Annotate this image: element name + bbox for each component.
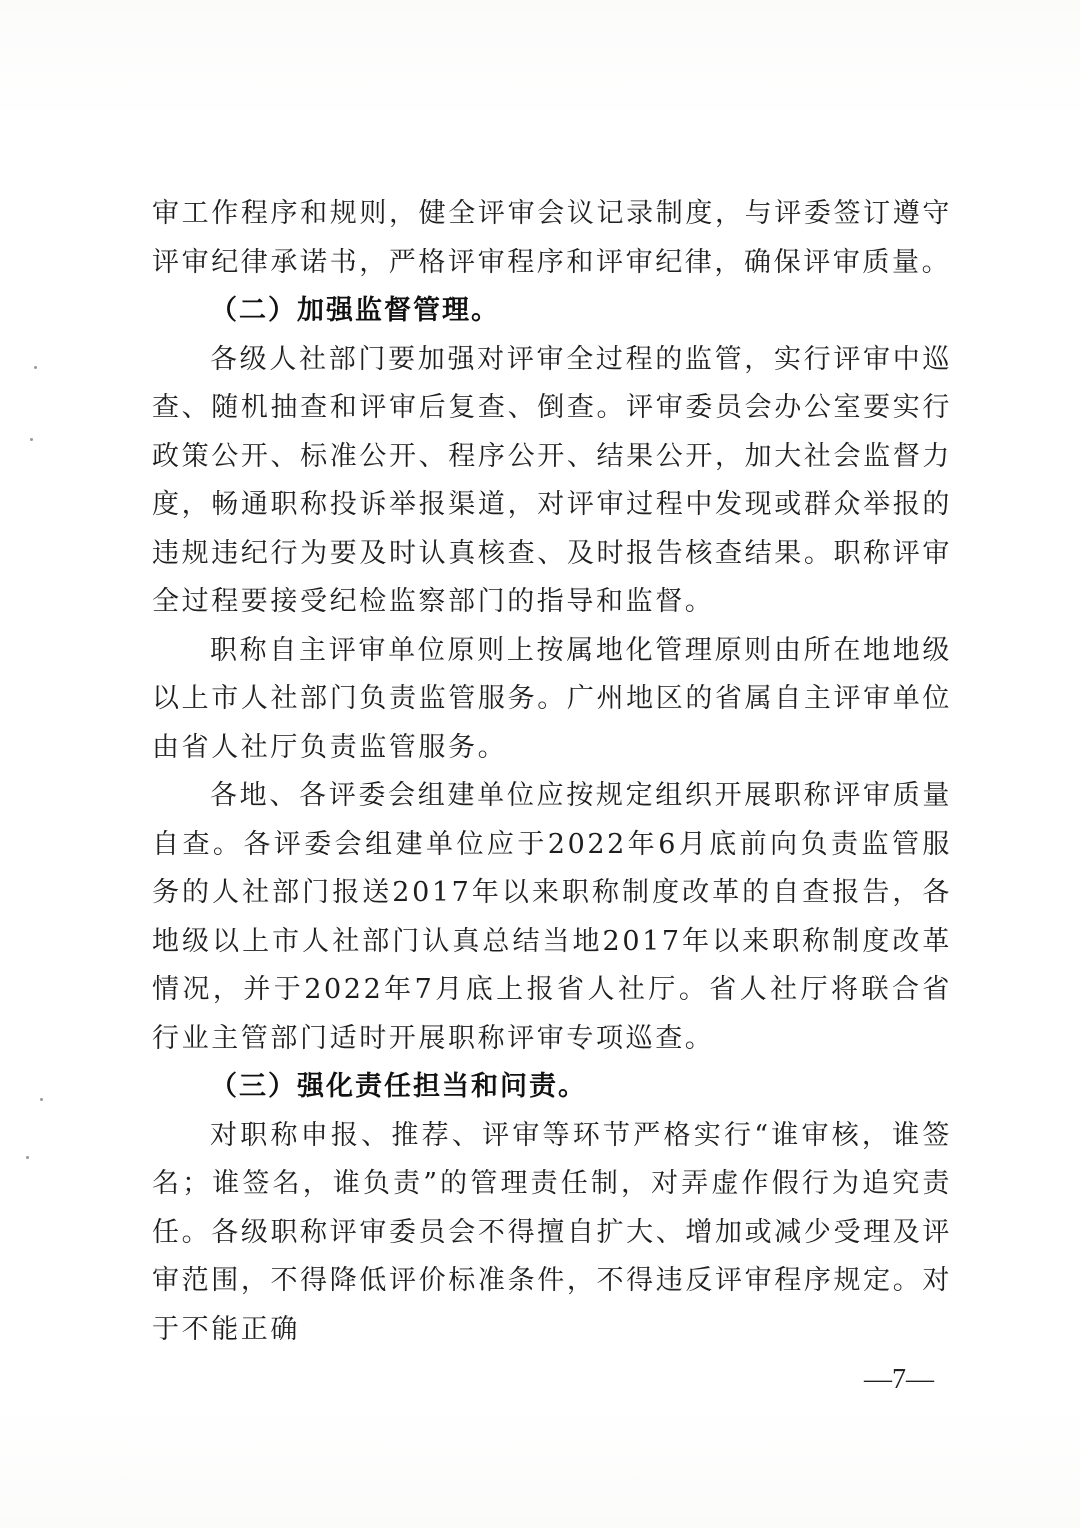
paragraph-quality-self-check: 各地、各评委会组建单位应按规定组织开展职称评审质量自查。各评委会组建单位应于2022年6月底前向负责监管服务的人社部门报送2017年以来职称制度改革的自查报告，各地级以上市人社部门认真总结当地2017年以来职称制度改革情况，并于2022年7月底上报省人社厅。省人社厅将联合省行业主管部门适时开展职称评审专项巡查。: [152, 780, 952, 1054]
paragraph-autonomous-review-units: 职称自主评审单位原则上按属地化管理原则由所在地地级以上市人社部门负责监管服务。广州地区的省属自主评审单位由省人社厅负责监管服务。: [152, 634, 952, 763]
paragraph-continued: 审工作程序和规则，健全评审会议记录制度，与评委签订遵守评审纪律承诺书，严格评审程序和评审纪律，确保评审质量。: [152, 198, 952, 278]
scan-speck: [34, 366, 37, 369]
scan-speck: [26, 1156, 29, 1159]
section-heading-2: （二）加强监督管理。: [210, 295, 500, 326]
scan-speck: [40, 1098, 43, 1101]
page-number: —7—: [864, 1364, 934, 1395]
paragraph-accountability: 对职称申报、推荐、评审等环节严格实行“谁审核，谁签名；谁签名，谁负责”的管理责任制，对弄虚作假行为追究责任。各级职称评审委员会不得擅自扩大、增加或减少受理及评审范围，不得降低评价标准条件，不得违反评审程序规定。对于不能正确: [152, 1119, 952, 1345]
scan-speck: [30, 438, 33, 441]
document-body: [152, 190, 952, 1354]
paragraph-supervision: 各级人社部门要加强对评审全过程的监管，实行评审中巡查、随机抽查和评审后复查、倒查。评审委员会办公室要实行政策公开、标准公开、程序公开、结果公开，加大社会监督力度，畅通职称投诉举报渠道，对评审过程中发现或群众举报的违规违纪行为要及时认真核查、及时报告核查结果。职称评审全过程要接受纪检监察部门的指导和监督。: [152, 343, 952, 617]
section-heading-3: （三）强化责任担当和问责。: [210, 1071, 587, 1102]
